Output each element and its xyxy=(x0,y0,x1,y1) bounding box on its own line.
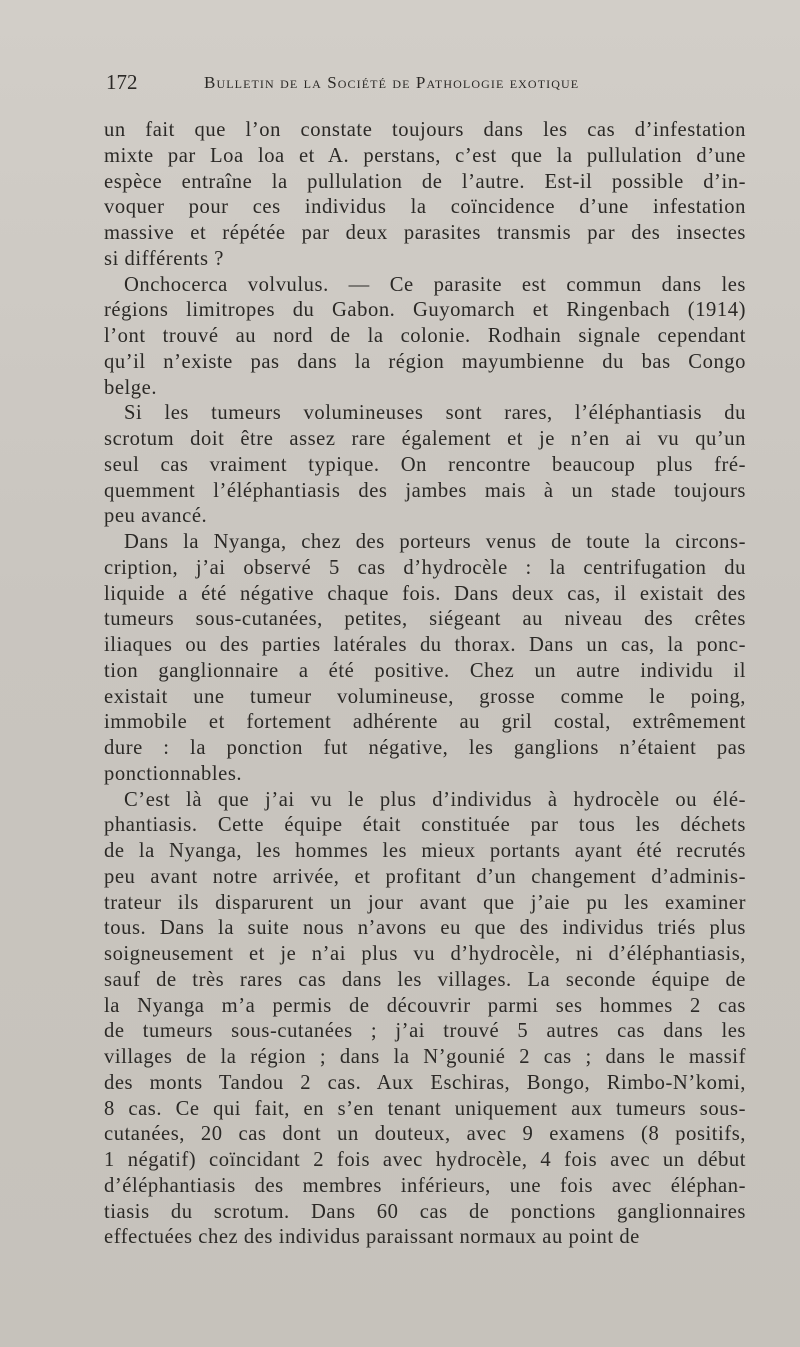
text-line: de tumeurs sous-cutanées ; j’ai trouvé 5 autres cas dans les xyxy=(104,1020,746,1043)
text-line: villages de la région ; dans la N’gounié 2 cas ; dans le massif xyxy=(104,1046,746,1068)
text-line: peu avancé. xyxy=(104,505,208,528)
text-line: sauf de très rares cas dans les villages. La seconde équipe de xyxy=(104,968,746,991)
text-line: peu avant notre arrivée, et profitant d’un changement d’adminis- xyxy=(104,865,746,888)
text-line: belge. xyxy=(104,376,158,399)
text-line: phantiasis. Cette équipe était constituée par tous les déchets xyxy=(104,814,746,837)
text-line: effectuées chez des individus paraissant normaux au point de xyxy=(104,1226,640,1249)
text-line: mixte par Loa loa et A. perstans, c’est que la pullulation d’une xyxy=(104,144,746,167)
text-line: des monts Tandou 2 cas. Aux Eschiras, Bongo, Rimbo-N’komi, xyxy=(104,1071,746,1094)
paragraph xyxy=(104,401,746,530)
text-line: soigneusement et je n’ai plus vu d’hydrocèle, ni d’éléphantiasis, xyxy=(104,943,746,965)
text-line: 1 négatif) coïncidant 2 fois avec hydrocèle, 4 fois avec un début xyxy=(104,1149,746,1171)
text-line: régions limitropes du Gabon. Guyomarch et Ringenbach (1914) xyxy=(104,299,746,322)
text-line: ponctionnables. xyxy=(104,762,243,785)
text-line: qu’il n’existe pas dans la région mayumbienne du bas Congo xyxy=(104,350,746,373)
text-line: seul cas vraiment typique. On rencontre beaucoup plus fré- xyxy=(104,453,746,476)
text-line: scrotum doit être assez rare également et je n’en ai vu qu’un xyxy=(104,428,746,450)
text-line: massive et répétée par deux parasites transmis par des insectes xyxy=(104,222,746,244)
text-line: espèce entraîne la pullulation de l’autre. Est-il possible d’in- xyxy=(104,170,746,193)
page-number: 172 xyxy=(106,70,138,94)
text-line: d’éléphantiasis des membres inférieurs, une fois avec éléphan- xyxy=(104,1174,746,1197)
text-line: voquer pour ces individus la coïncidence d’une infestation xyxy=(104,196,746,219)
text-line: tiasis du scrotum. Dans 60 cas de ponctions ganglionnaires xyxy=(104,1200,746,1223)
paragraph xyxy=(104,530,746,788)
text-line: tumeurs sous-cutanées, petites, siégeant au niveau des crêtes xyxy=(104,608,746,631)
paragraph xyxy=(104,788,746,1252)
body-text xyxy=(104,118,746,1251)
text-line: Dans la Nyanga, chez des porteurs venus de toute la circons- xyxy=(124,531,746,553)
text-line: C’est là que j’ai vu le plus d’individus à hydrocèle ou élé- xyxy=(124,788,746,811)
running-head xyxy=(106,70,756,100)
text-line: un fait que l’on constate toujours dans les cas d’infestation xyxy=(104,119,746,141)
text-line: tion ganglionnaire a été positive. Chez un autre individu il xyxy=(104,659,746,682)
text-line: liquide a été négative chaque fois. Dans deux cas, il existait des xyxy=(104,582,746,605)
text-line: iliaques ou des parties latérales du thorax. Dans un cas, la ponc- xyxy=(104,634,746,656)
text-line: dure : la ponction fut négative, les ganglions n’étaient pas xyxy=(104,737,746,759)
text-line: Onchocerca volvulus. — Ce parasite est commun dans les xyxy=(124,273,746,296)
journal-title: Bulletin de la Société de Pathologie exotique xyxy=(204,73,580,92)
text-line: la Nyanga m’a permis de découvrir parmi ses hommes 2 cas xyxy=(104,994,746,1017)
text-line: si différents ? xyxy=(104,247,224,270)
text-line: tous. Dans la suite nous n’avons eu que des individus triés plus xyxy=(104,917,746,940)
text-line: trateur ils disparurent un jour avant que j’aie pu les examiner xyxy=(104,891,746,914)
paragraph xyxy=(104,118,746,273)
paragraph xyxy=(104,273,746,402)
text-line: immobile et fortement adhérente au gril costal, extrêmement xyxy=(104,711,746,734)
text-line: existait une tumeur volumineuse, grosse comme le poing, xyxy=(104,685,746,708)
text-line: cutanées, 20 cas dont un douteux, avec 9 examens (8 positifs, xyxy=(104,1123,746,1146)
text-line: l’ont trouvé au nord de la colonie. Rodhain signale cependant xyxy=(104,325,746,347)
text-line: Si les tumeurs volumineuses sont rares, l’éléphantiasis du xyxy=(124,402,746,425)
text-line: 8 cas. Ce qui fait, en s’en tenant uniquement aux tumeurs sous- xyxy=(104,1097,746,1120)
text-line: de la Nyanga, les hommes les mieux portants ayant été recrutés xyxy=(104,840,746,862)
text-line: cription, j’ai observé 5 cas d’hydrocèle : la centrifugation du xyxy=(104,556,746,579)
text-line: quemment l’éléphantiasis des jambes mais à un stade toujours xyxy=(104,479,746,502)
